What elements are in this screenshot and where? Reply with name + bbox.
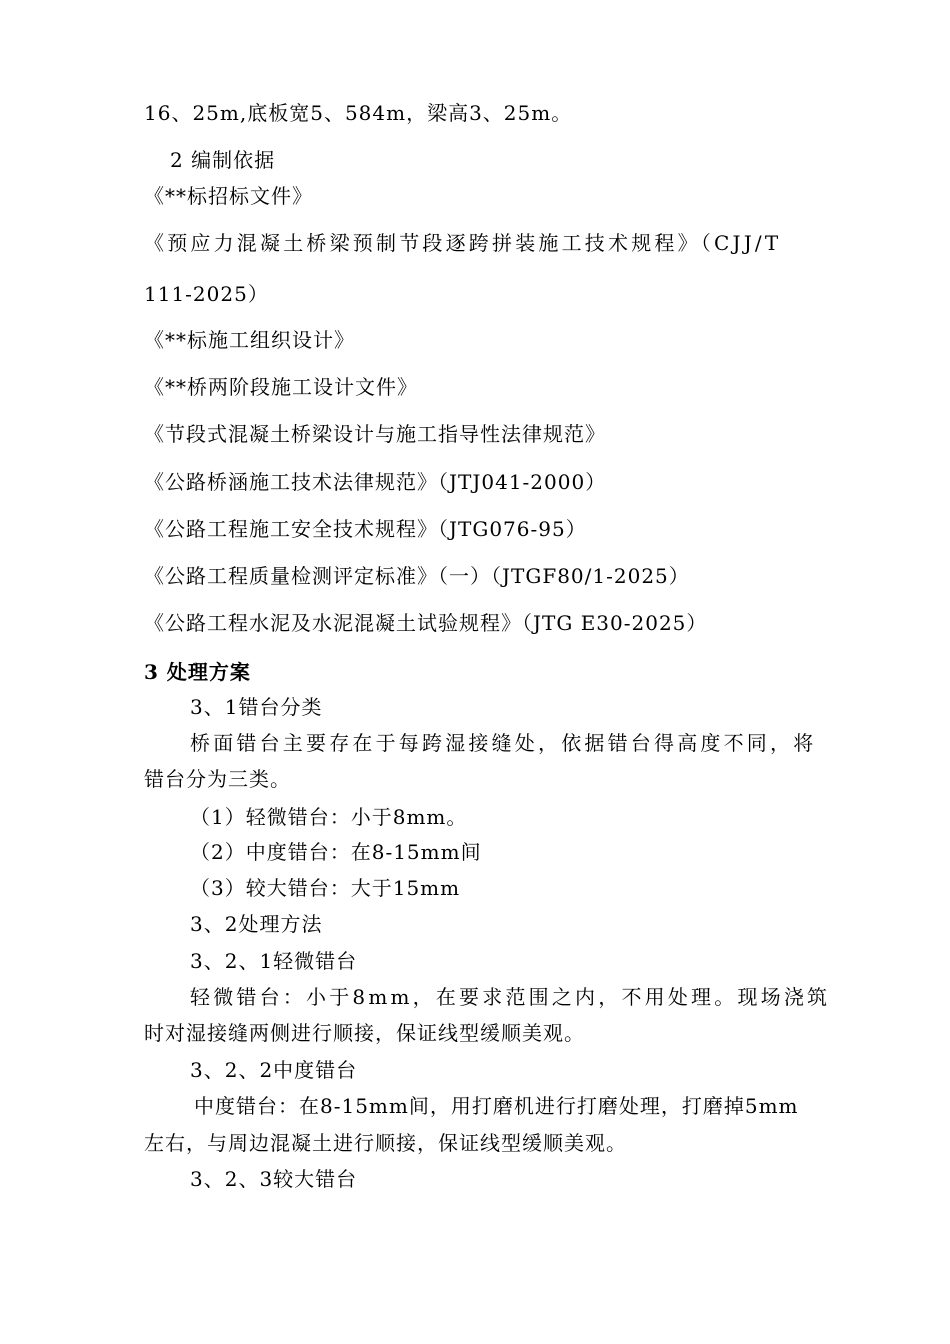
reference-item: 《**标施工组织设计》 (144, 328, 355, 352)
subsection-heading: 3、2处理方法 (190, 912, 323, 936)
reference-item-continuation: 111-2025） (144, 282, 269, 306)
subsection-heading: 3、1错台分类 (190, 695, 323, 719)
list-item: （2）中度错台：在8-15mm间 (190, 840, 482, 864)
section-heading: 2 编制依据 (170, 148, 276, 172)
subsection-heading: 3、2、1轻微错台 (190, 949, 358, 973)
paragraph-line: 时对湿接缝两侧进行顺接，保证线型缓顺美观。 (144, 1021, 585, 1045)
paragraph-line: 中度错台：在8-15mm间，用打磨机进行打磨处理，打磨掉5mm (194, 1094, 799, 1118)
paragraph-line: 左右，与周边混凝土进行顺接，保证线型缓顺美观。 (144, 1131, 627, 1155)
text-line: 16、25m,底板宽5、584m，梁高3、25m。 (144, 101, 573, 125)
subsection-heading: 3、2、3较大错台 (190, 1167, 358, 1191)
paragraph-line: 桥面错台主要存在于每跨湿接缝处，依据错台得高度不同，将 (190, 731, 817, 755)
reference-item: 《公路桥涵施工技术法律规范》（JTJ041-2000） (144, 470, 607, 494)
reference-item: 《公路工程水泥及水泥混凝土试验规程》（JTG E30-2025） (144, 611, 708, 635)
paragraph-line: 轻微错台：小于8mm，在要求范围之内，不用处理。现场浇筑 (190, 985, 831, 1009)
reference-item: 《公路工程质量检测评定标准》（一）（JTGF80/1-2025） (144, 564, 690, 588)
subsection-heading: 3、2、2中度错台 (190, 1058, 358, 1082)
reference-item: 《公路工程施工安全技术规程》（JTG076-95） (144, 517, 587, 541)
list-item: （1）轻微错台：小于8mm。 (190, 805, 468, 829)
reference-item: 《**标招标文件》 (144, 184, 313, 208)
reference-item: 《预应力混凝土桥梁预制节段逐跨拼装施工技术规程》（CJJ/T (144, 231, 782, 255)
reference-item: 《**桥两阶段施工设计文件》 (144, 375, 418, 399)
paragraph-line: 错台分为三类。 (144, 767, 291, 791)
section-heading: 3 处理方案 (144, 660, 251, 684)
reference-item: 《节段式混凝土桥梁设计与施工指导性法律规范》 (144, 422, 606, 446)
list-item: （3）较大错台：大于15mm (190, 876, 461, 900)
